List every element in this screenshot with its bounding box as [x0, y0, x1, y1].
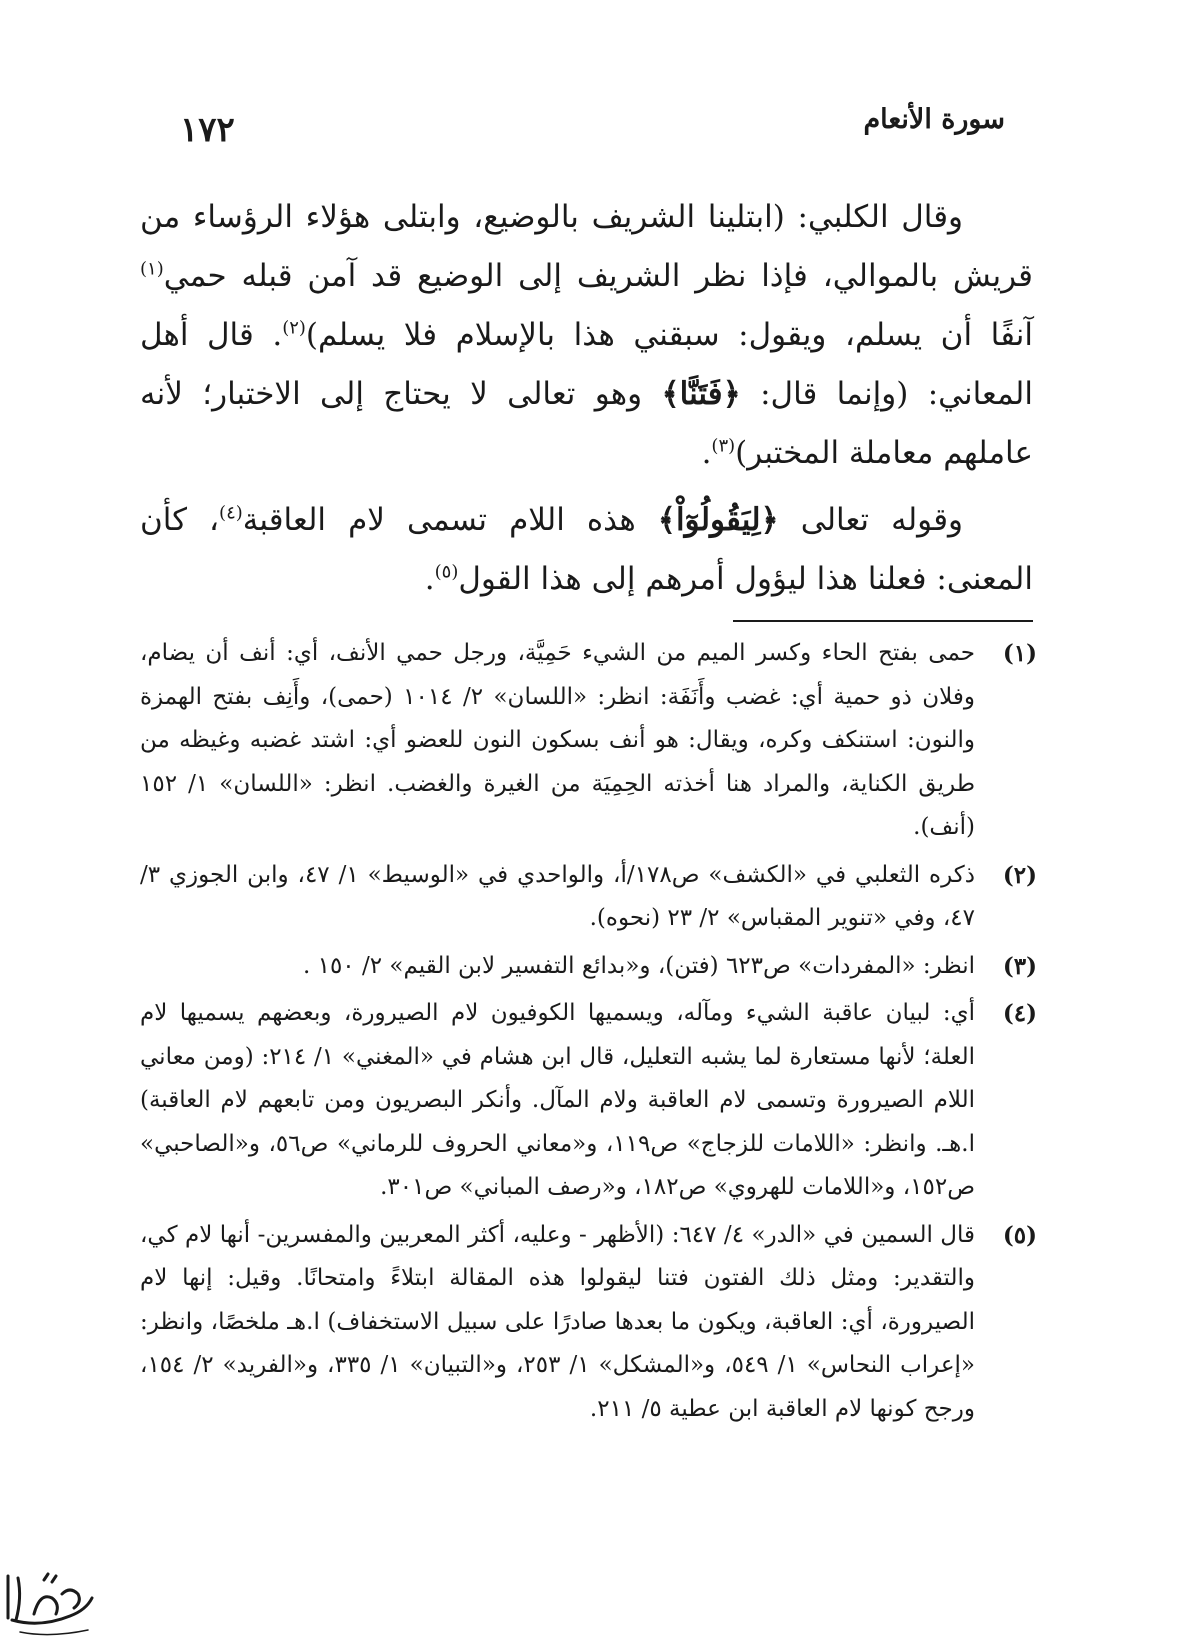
footnote-1	[140, 632, 1037, 850]
footnote-ref-5[interactable]: (٥)	[434, 561, 459, 583]
footnote-ref-3[interactable]: (٣)	[711, 435, 736, 457]
p2-text-3: ، كأن المعنى: فعلنا هذا ليؤول أمرهم إلى هذا القول	[140, 502, 1033, 597]
calligraphy-logo-icon	[0, 1558, 100, 1640]
p1-text-3: . قال أهل المعاني: (وإنما قال:	[140, 317, 1033, 412]
footnote-number: (٥)	[1002, 1221, 1037, 1249]
p1-text-1: وقال الكلبي: (ابتلينا الشريف بالوضيع، وابتلى هؤلاء الرؤساء من قريش بالموالي، فإذا نظر الشريف إلى الوضيع قد آمن قبله حمي	[140, 199, 1033, 294]
p1-text-4: وهو تعالى لا يحتاج إلى الاختبار؛ لأنه عاملهم معاملة المختبر)	[140, 376, 1033, 471]
footnote-text: أي: لبيان عاقبة الشيء ومآله، ويسميها الكوفيون لام الصيرورة، وبعضهم يسميها لام العلة؛ لأنها مستعارة لما يشبه التعليل، قال ابن هشام في «المغني» ١/ ٢١٤: (ومن معاني اللام الصيرورة وتسمى لام العاقبة ولام المآل. وأنكر البصريون ومن تابعهم لام العاقبة) ا.هـ. وانظر: «اللامات للزجاج» ص١١٩، و«معاني الحروف للرماني» ص٥٦، و«الصاحبي» ص١٥٢، و«اللامات للهروي» ص١٨٢، و«رصف المباني» ص٣٠١.	[140, 1000, 976, 1200]
footnote-ref-2[interactable]: (٢)	[282, 317, 306, 339]
footnotes	[140, 632, 1037, 1431]
footnote-3	[140, 945, 1037, 989]
quran-quote-liyaqulu: ﴿لِيَقُولُوٓاْ﴾	[657, 502, 779, 538]
footnote-5	[140, 1214, 1037, 1432]
p2-text-2: هذه اللام تسمى لام العاقبة	[242, 502, 658, 538]
p1-text-2: آنفًا أن يسلم، ويقول: سبقني هذا بالإسلام فلا يسلم)	[305, 317, 1033, 353]
footnote-number: (٣)	[1002, 952, 1037, 980]
p2-text-1: وقوله تعالى	[778, 502, 963, 538]
main-paragraph-1	[140, 188, 1033, 483]
footnote-number: (٢)	[1002, 861, 1037, 889]
footnote-2	[140, 854, 1037, 941]
footnote-text: حمى بفتح الحاء وكسر الميم من الشيء حَمِيَّة، ورجل حمي الأنف، أي: أنف أن يضام، وفلان ذو حمية أي: غضب وأَنَفَة: انظر: «اللسان» ٢/ ١٠١٤ (حمى)، وأَنِف بفتح الهمزة والنون: استنكف وكره، ويقال: هو أنف بسكون النون للعضو أي: اشتد غضبه وغيظه من طريق الكناية، والمراد هنا أخذته الحِمِيَة من الغيرة والغضب. انظر: «اللسان» ١/ ١٥٢ (أنف).	[140, 640, 976, 840]
main-text	[140, 188, 1033, 609]
footnote-number: (٤)	[1002, 1000, 1037, 1027]
footnote-number: (١)	[1002, 640, 1037, 667]
footnote-ref-4[interactable]: (٤)	[219, 502, 243, 524]
p1-end: .	[701, 435, 712, 471]
page-number: ١٧٢	[180, 110, 235, 150]
surah-title: سورة الأنعام	[863, 104, 1005, 135]
quran-quote-fatanna: ﴿فَتَنَّا﴾	[661, 376, 741, 412]
footnote-ref-1[interactable]: (١)	[140, 258, 164, 280]
footnote-text: قال السمين في «الدر» ٤/ ٦٤٧: (الأظهر - وعليه، أكثر المعربين والمفسرين- أنها لام كي، والتقدير: ومثل ذلك الفتون فتنا ليقولوا هذه المقالة ابتلاءً وامتحانًا. وقيل: إنها لام الصيرورة، أي: العاقبة، ويكون ما بعدها صادرًا على سبيل الاستخفاف) ا.هـ ملخصًا، وانظر: «إعراب النحاس» ١/ ٥٤٩، و«المشكل» ١/ ٢٥٣، و«التبيان» ١/ ٣٣٥، و«الفريد» ٢/ ١٥٤، ورجح كونها لام العاقبة ابن عطية ٥/ ٢١١.	[140, 1221, 976, 1422]
p2-end: .	[424, 561, 435, 597]
footnote-separator	[733, 620, 1033, 622]
footnote-text: ذكره الثعلبي في «الكشف» ص١٧٨/أ، والواحدي في «الوسيط» ١/ ٤٧، وابن الجوزي ٣/ ٤٧، وفي «تنوير المقباس» ٢/ ٢٣ (نحوه).	[140, 861, 975, 931]
footnote-text: انظر: «المفردات» ص٦٢٣ (فتن)، و«بدائع التفسير لابن القيم» ٢/ ١٥٠ .	[302, 952, 975, 979]
footnote-4	[140, 992, 1037, 1210]
main-paragraph-2	[140, 491, 1033, 609]
page-header	[180, 96, 1005, 156]
